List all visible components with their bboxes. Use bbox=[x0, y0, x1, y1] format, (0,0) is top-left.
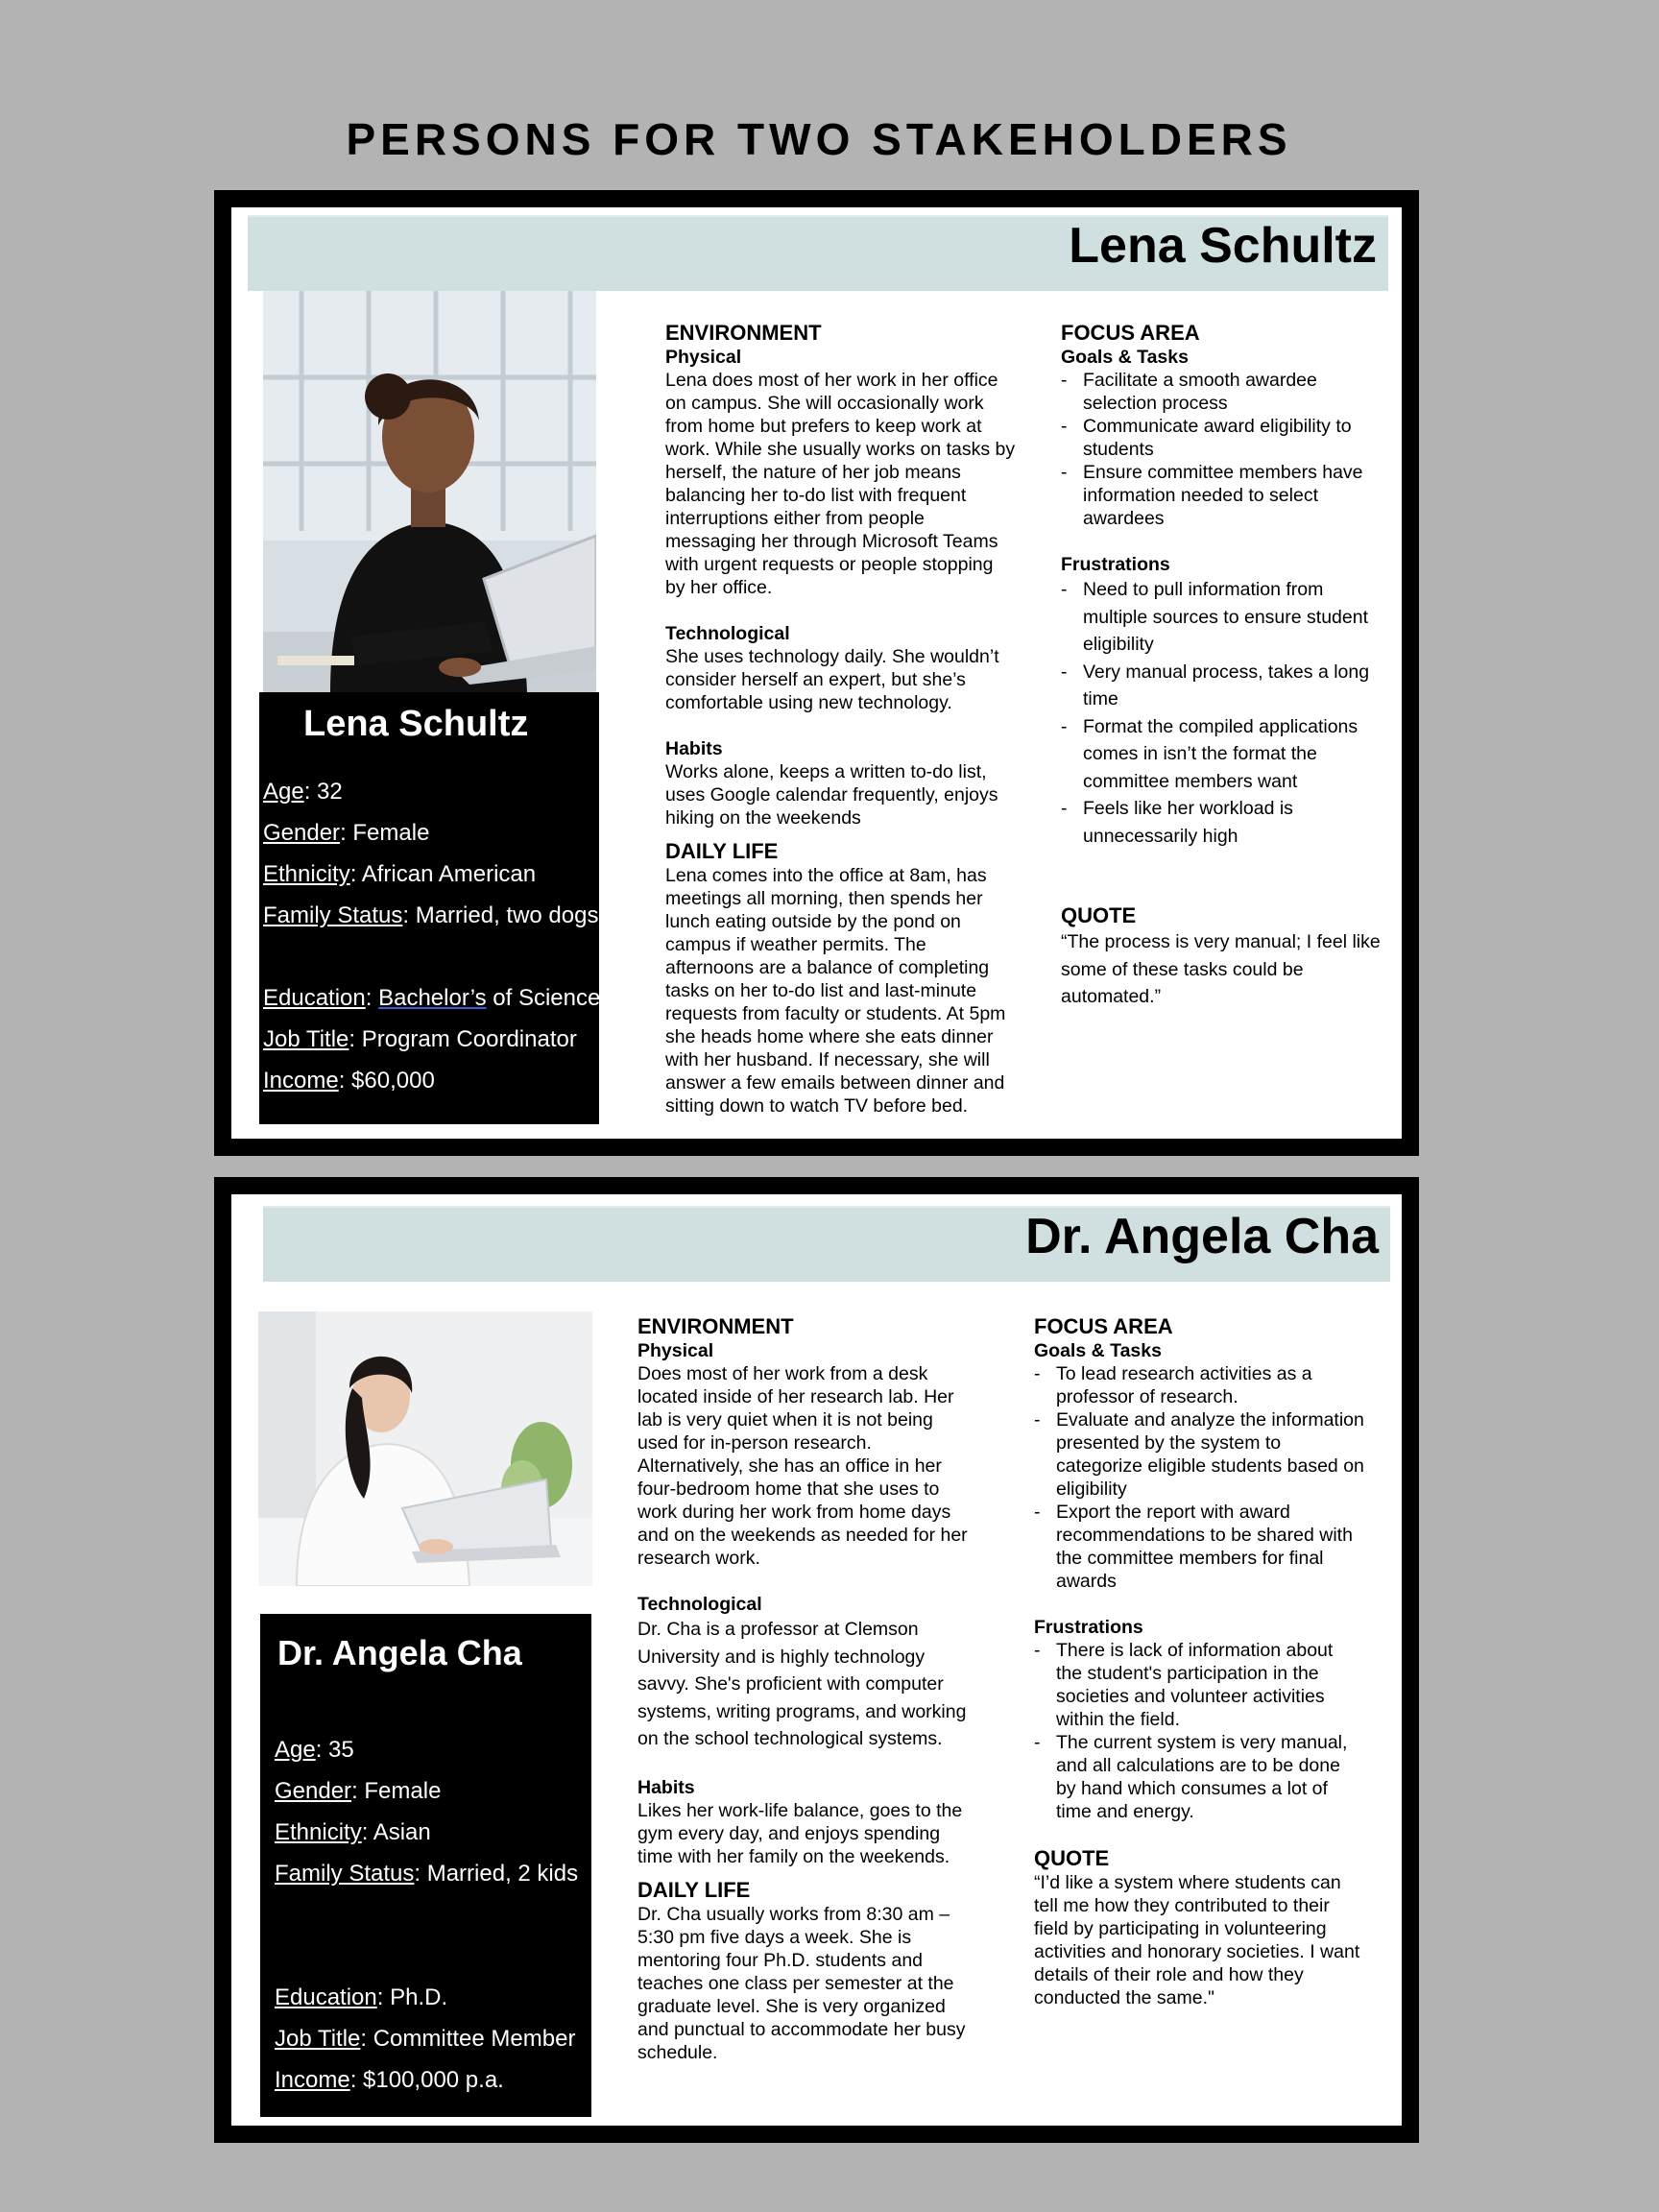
text-line: answer a few emails between dinner and bbox=[665, 1072, 1005, 1094]
text-line: Lena comes into the office at 8am, has bbox=[665, 865, 987, 886]
text-line: tasks on her to-do list and last-minute bbox=[665, 980, 977, 1001]
environment-heading: ENVIRONMENT bbox=[637, 1314, 794, 1338]
list-item: - Format the compiled applications comes in isn’t the format the committee members want bbox=[1061, 713, 1392, 796]
field-family-status: Family Status: Married, 2 kids bbox=[275, 1861, 579, 1887]
text-line: Dr. Cha is a professor at Clemson bbox=[637, 1619, 919, 1640]
daily-life-heading: DAILY LIFE bbox=[637, 1877, 751, 1902]
field-income: Income: $60,000 bbox=[263, 1068, 435, 1094]
text-line: afternoons are a balance of completing bbox=[665, 957, 990, 978]
list-item: - Communicate award eligibility to students bbox=[1061, 415, 1392, 461]
field-gender: Gender: Female bbox=[275, 1778, 442, 1804]
environment-column bbox=[665, 321, 1049, 1118]
persona-info-box bbox=[259, 692, 599, 1124]
text-line: lunch eating outside by the pond on bbox=[665, 911, 961, 932]
text-line: with her husband. If necessary, she will bbox=[665, 1049, 990, 1070]
goals-heading: Goals & Tasks bbox=[1061, 347, 1189, 368]
name-banner bbox=[263, 1206, 1390, 1282]
list-item: - Need to pull information from multiple sources to ensure student eligibility bbox=[1061, 576, 1392, 659]
text-line: some of these tasks could be bbox=[1061, 958, 1304, 980]
environment-heading: ENVIRONMENT bbox=[665, 321, 822, 345]
text-line: comfortable using new technology. bbox=[665, 692, 952, 713]
frustrations-list bbox=[1061, 576, 1392, 850]
text-line: She uses technology daily. She wouldn’t bbox=[665, 646, 999, 667]
field-family-status: Family Status: Married, two dogs bbox=[263, 902, 599, 928]
daily-life-heading: DAILY LIFE bbox=[665, 839, 779, 863]
field-ethnicity: Ethnicity: African American bbox=[263, 861, 537, 887]
daily-life-text bbox=[637, 1903, 1002, 2064]
text-line: requests from faculty or students. At 5pm bbox=[665, 1003, 1006, 1024]
text-line: lab is very quiet when it is not being bbox=[637, 1409, 933, 1431]
text-line: work during her work from home days bbox=[637, 1502, 951, 1523]
goals-heading: Goals & Tasks bbox=[1034, 1340, 1162, 1361]
frustrations-list bbox=[1034, 1639, 1391, 1823]
text-line: details of their role and how they bbox=[1034, 1964, 1304, 1985]
field-education: Education: Bachelor’s of Science bbox=[263, 985, 601, 1011]
list-item: - Export the report with award recommendations to be shared with the committee members for final awards bbox=[1034, 1501, 1391, 1593]
field-income: Income: $100,000 p.a. bbox=[275, 2067, 504, 2093]
persona-card-body bbox=[231, 207, 1402, 1139]
physical-text bbox=[637, 1362, 1002, 1570]
field-age: Age: 35 bbox=[275, 1737, 354, 1763]
text-line: conducted the same." bbox=[1034, 1987, 1214, 2008]
quote-text bbox=[1061, 928, 1392, 1011]
persona-name: Lena Schultz bbox=[303, 704, 529, 744]
text-line: four-bedroom home that she uses to bbox=[637, 1479, 940, 1500]
list-item: - The current system is very manual, and all calculations are to be done by hand which consumes a lot of time and energy. bbox=[1034, 1731, 1391, 1823]
text-line: on the school technological systems. bbox=[637, 1728, 943, 1749]
text-line: sitting down to watch TV before bed. bbox=[665, 1095, 969, 1117]
list-item: - Feels like her workload is unnecessarily high bbox=[1061, 795, 1392, 850]
text-line: “I’d like a system where students can bbox=[1034, 1872, 1341, 1893]
field-education: Education: Ph.D. bbox=[275, 1984, 448, 2010]
text-line: used for in-person research. bbox=[637, 1432, 872, 1454]
technological-heading: Technological bbox=[637, 1594, 762, 1615]
persona-card-lena bbox=[214, 190, 1419, 1156]
quote-text bbox=[1034, 1871, 1391, 2009]
banner-name: Dr. Angela Cha bbox=[1025, 1209, 1379, 1264]
text-line: time with her family on the weekends. bbox=[637, 1845, 950, 1867]
text-line: Works alone, keeps a written to-do list, bbox=[665, 761, 987, 782]
text-line: automated.” bbox=[1061, 986, 1162, 1007]
text-line: balancing her to-do list with frequent bbox=[665, 485, 967, 506]
quote-heading: QUOTE bbox=[1034, 1846, 1110, 1870]
text-line: hiking on the weekends bbox=[665, 807, 861, 829]
field-ethnicity: Ethnicity: Asian bbox=[275, 1819, 431, 1845]
text-line: Does most of her work from a desk bbox=[637, 1363, 928, 1384]
text-line: herself, the nature of her job means bbox=[665, 462, 961, 483]
text-line: and on the weekends as needed for her bbox=[637, 1525, 968, 1546]
text-line: work. While she usually works on tasks by bbox=[665, 439, 1016, 460]
text-line: from home but prefers to keep work at bbox=[665, 416, 982, 437]
text-line: activities and honorary societies. I want bbox=[1034, 1941, 1360, 1962]
technological-heading: Technological bbox=[665, 623, 790, 644]
text-line: research work. bbox=[637, 1548, 760, 1569]
text-line: and punctual to accommodate her busy bbox=[637, 2018, 966, 2040]
field-job-title: Job Title: Program Coordinator bbox=[263, 1026, 577, 1052]
text-line: University and is highly technology bbox=[637, 1646, 926, 1668]
physical-text bbox=[665, 369, 1049, 599]
focus-column bbox=[1061, 321, 1392, 1011]
text-line: with urgent requests or people stopping bbox=[665, 554, 994, 575]
text-line: uses Google calendar frequently, enjoys bbox=[665, 784, 998, 805]
text-line: schedule. bbox=[637, 2041, 718, 2063]
text-line: Alternatively, she has an office in her bbox=[637, 1455, 942, 1477]
page-title: PERSONS FOR TWO STAKEHOLDERS bbox=[346, 114, 1292, 164]
text-line: by her office. bbox=[665, 577, 773, 598]
habits-heading: Habits bbox=[637, 1776, 695, 1798]
list-item: - Evaluate and analyze the information presented by the system to categorize eligible students based on eligibility bbox=[1034, 1408, 1391, 1501]
daily-life-text bbox=[665, 864, 1049, 1118]
text-line: Lena does most of her work in her office bbox=[665, 370, 998, 391]
banner-name: Lena Schultz bbox=[1069, 218, 1377, 274]
text-line: “The process is very manual; I feel like bbox=[1061, 931, 1381, 952]
text-line: tell me how they contributed to their bbox=[1034, 1895, 1330, 1916]
text-line: graduate level. She is very organized bbox=[637, 1995, 946, 2017]
quote-heading: QUOTE bbox=[1061, 903, 1137, 927]
persona-card-angela bbox=[214, 1177, 1419, 2143]
frustrations-heading: Frustrations bbox=[1034, 1617, 1143, 1638]
name-banner bbox=[248, 215, 1388, 291]
focus-area-heading: FOCUS AREA bbox=[1034, 1314, 1173, 1338]
persona-photo bbox=[258, 1311, 592, 1586]
focus-area-heading: FOCUS AREA bbox=[1061, 321, 1200, 345]
text-line: systems, writing programs, and working bbox=[637, 1700, 967, 1722]
text-line: she heads home where she eats dinner bbox=[665, 1026, 994, 1047]
habits-heading: Habits bbox=[665, 738, 723, 759]
list-item: - Ensure committee members have information needed to select awardees bbox=[1061, 461, 1392, 530]
focus-column bbox=[1034, 1314, 1391, 2009]
text-line: savvy. She's proficient with computer bbox=[637, 1673, 944, 1695]
list-item: - Very manual process, takes a long time bbox=[1061, 659, 1392, 713]
persona-name: Dr. Angela Cha bbox=[277, 1633, 522, 1672]
field-gender: Gender: Female bbox=[263, 820, 430, 846]
persona-photo bbox=[263, 291, 596, 692]
text-line: Likes her work-life balance, goes to the bbox=[637, 1799, 963, 1821]
field-job-title: Job Title: Committee Member bbox=[275, 2026, 576, 2052]
text-line: mentoring four Ph.D. students and bbox=[637, 1949, 924, 1971]
text-line: field by participating in volunteering bbox=[1034, 1918, 1327, 1939]
list-item: - There is lack of information about the student's participation in the societies and volunteer activities within the field. bbox=[1034, 1639, 1391, 1731]
list-item: - Facilitate a smooth awardee selection process bbox=[1061, 369, 1392, 415]
text-line: gym every day, and enjoys spending bbox=[637, 1822, 941, 1844]
goals-list bbox=[1061, 369, 1392, 530]
text-line: consider herself an expert, but she’s bbox=[665, 669, 966, 690]
text-line: messaging her through Microsoft Teams bbox=[665, 531, 998, 552]
text-line: on campus. She will occasionally work bbox=[665, 393, 984, 414]
text-line: 5:30 pm five days a week. She is bbox=[637, 1926, 912, 1948]
text-line: teaches one class per semester at the bbox=[637, 1972, 954, 1994]
frustrations-heading: Frustrations bbox=[1061, 554, 1170, 575]
goals-list bbox=[1034, 1362, 1391, 1593]
text-line: meetings all morning, then spends her bbox=[665, 888, 983, 909]
environment-column bbox=[637, 1314, 1002, 2064]
physical-heading: Physical bbox=[637, 1340, 714, 1361]
habits-text bbox=[665, 760, 1049, 830]
persona-info-box bbox=[260, 1614, 591, 2117]
technological-text bbox=[637, 1616, 1002, 1753]
text-line: interruptions either from people bbox=[665, 508, 925, 529]
technological-text bbox=[665, 645, 1049, 714]
habits-text bbox=[637, 1799, 1002, 1868]
persona-card-body bbox=[231, 1194, 1402, 2126]
text-line: campus if weather permits. The bbox=[665, 934, 926, 955]
text-line: located inside of her research lab. Her bbox=[637, 1386, 954, 1407]
field-age: Age: 32 bbox=[263, 779, 343, 805]
text-line: Dr. Cha usually works from 8:30 am – bbox=[637, 1903, 950, 1925]
list-item: - To lead research activities as a professor of research. bbox=[1034, 1362, 1391, 1408]
physical-heading: Physical bbox=[665, 347, 742, 368]
